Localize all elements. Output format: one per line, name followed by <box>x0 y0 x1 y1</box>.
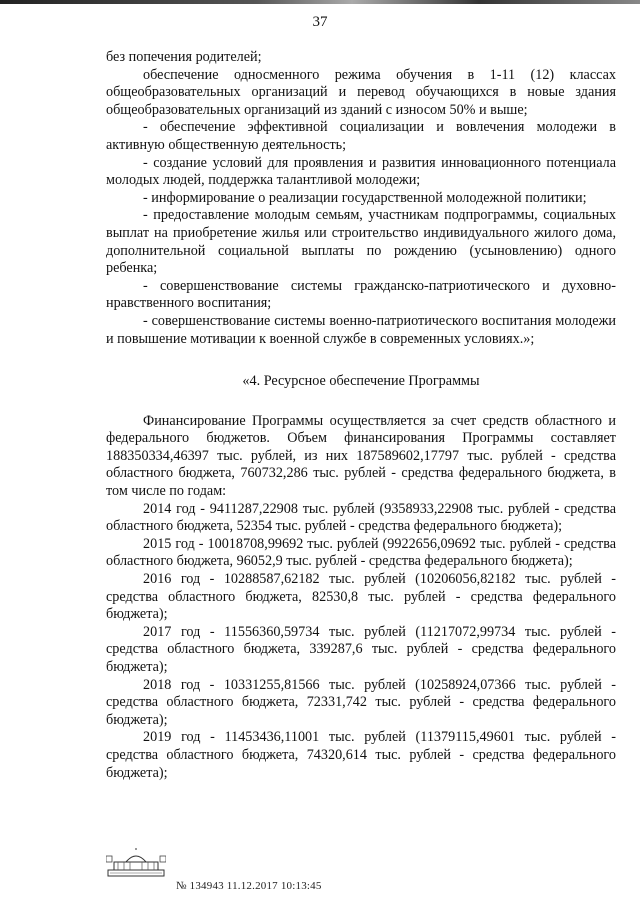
list-item: без попечения родителей; <box>106 49 262 65</box>
list-item: - создание условий для проявления и развития инновационного потенциала молодых людей, поддержка талантливой молодежи; <box>106 154 616 189</box>
page-number: 37 <box>312 14 328 30</box>
list-item: - обеспечение эффективной социализации и вовлечения молодежи в активную общественную деятельность; <box>106 119 616 153</box>
financing-intro: Финансирование Программы осуществляется за счет средств областного и федерального бюджетов. Объем финансирования Программы составляет 188350334,46397 тыс. рублей, из них 187589602,17797 тыс. рублей - средства областного бюджета, 760732,286 тыс. рублей - средства федерального бюджета, в том числе по годам: <box>106 412 616 500</box>
funding-year-item: 2019 год - 11453436,11001 тыс. рублей (11379115,49601 тыс. рублей - средства областного бюджета, 74320,614 тыс. рублей - средства федерального бюджета); <box>106 729 616 781</box>
funding-by-year-list <box>106 501 616 783</box>
list-item: - информирование о реализации государственной молодежной политики; <box>143 189 587 206</box>
registration-logo <box>106 848 166 878</box>
list-item: обеспечение односменного режима обучения в 1-11 (12) классах общеобразовательных организаций и перевод обучающихся в новые здания общеобразовательных организаций из зданий с износом 50% и выше; <box>106 66 616 118</box>
document-body <box>106 49 616 782</box>
funding-year-item: 2014 год - 9411287,22908 тыс. рублей (9358933,22908 тыс. рублей - средства областного бюджета, 52354 тыс. рублей - средства федерального бюджета); <box>106 500 616 535</box>
section-heading: «4. Ресурсное обеспечение Программы <box>242 373 480 390</box>
funding-year-item: 2018 год - 10331255,81566 тыс. рублей (10258924,07366 тыс. рублей - средства областного бюджета, 72331,742 тыс. рублей - средства федерального бюджета); <box>106 676 616 728</box>
funding-year-item: 2015 год - 10018708,99692 тыс. рублей (9922656,09692 тыс. рублей - средства областного бюджета, 96052,9 тыс. рублей - средства федерального бюджета); <box>106 535 616 570</box>
list-item: - совершенствование системы военно-патриотического воспитания молодежи и повышение мотивации к военной службе в современных условиях.»; <box>106 312 616 347</box>
funding-year-item: 2017 год - 11556360,59734 тыс. рублей (11217072,99734 тыс. рублей - средства областного бюджета, 339287,6 тыс. рублей - средства федерального бюджета); <box>106 623 616 675</box>
list-item: - предоставление молодым семьям, участникам подпрограммы, социальных выплат на приобретение жилья или строительство индивидуального жилого дома, дополнительной социальной выплаты по рождению (усыновлению) одного ребенка; <box>106 207 616 277</box>
funding-year-item: 2016 год - 10288587,62182 тыс. рублей (10206056,82182 тыс. рублей - средства областного бюджета, 82530,8 тыс. рублей - средства федерального бюджета); <box>106 571 616 623</box>
building-emblem-icon <box>106 848 166 878</box>
registration-stamp: № 134943 11.12.2017 10:13:45 <box>176 880 322 892</box>
list-item: - совершенствование системы гражданско-патриотического и духовно-нравственного воспитания; <box>106 277 616 312</box>
scan-edge-artifact <box>0 0 640 4</box>
